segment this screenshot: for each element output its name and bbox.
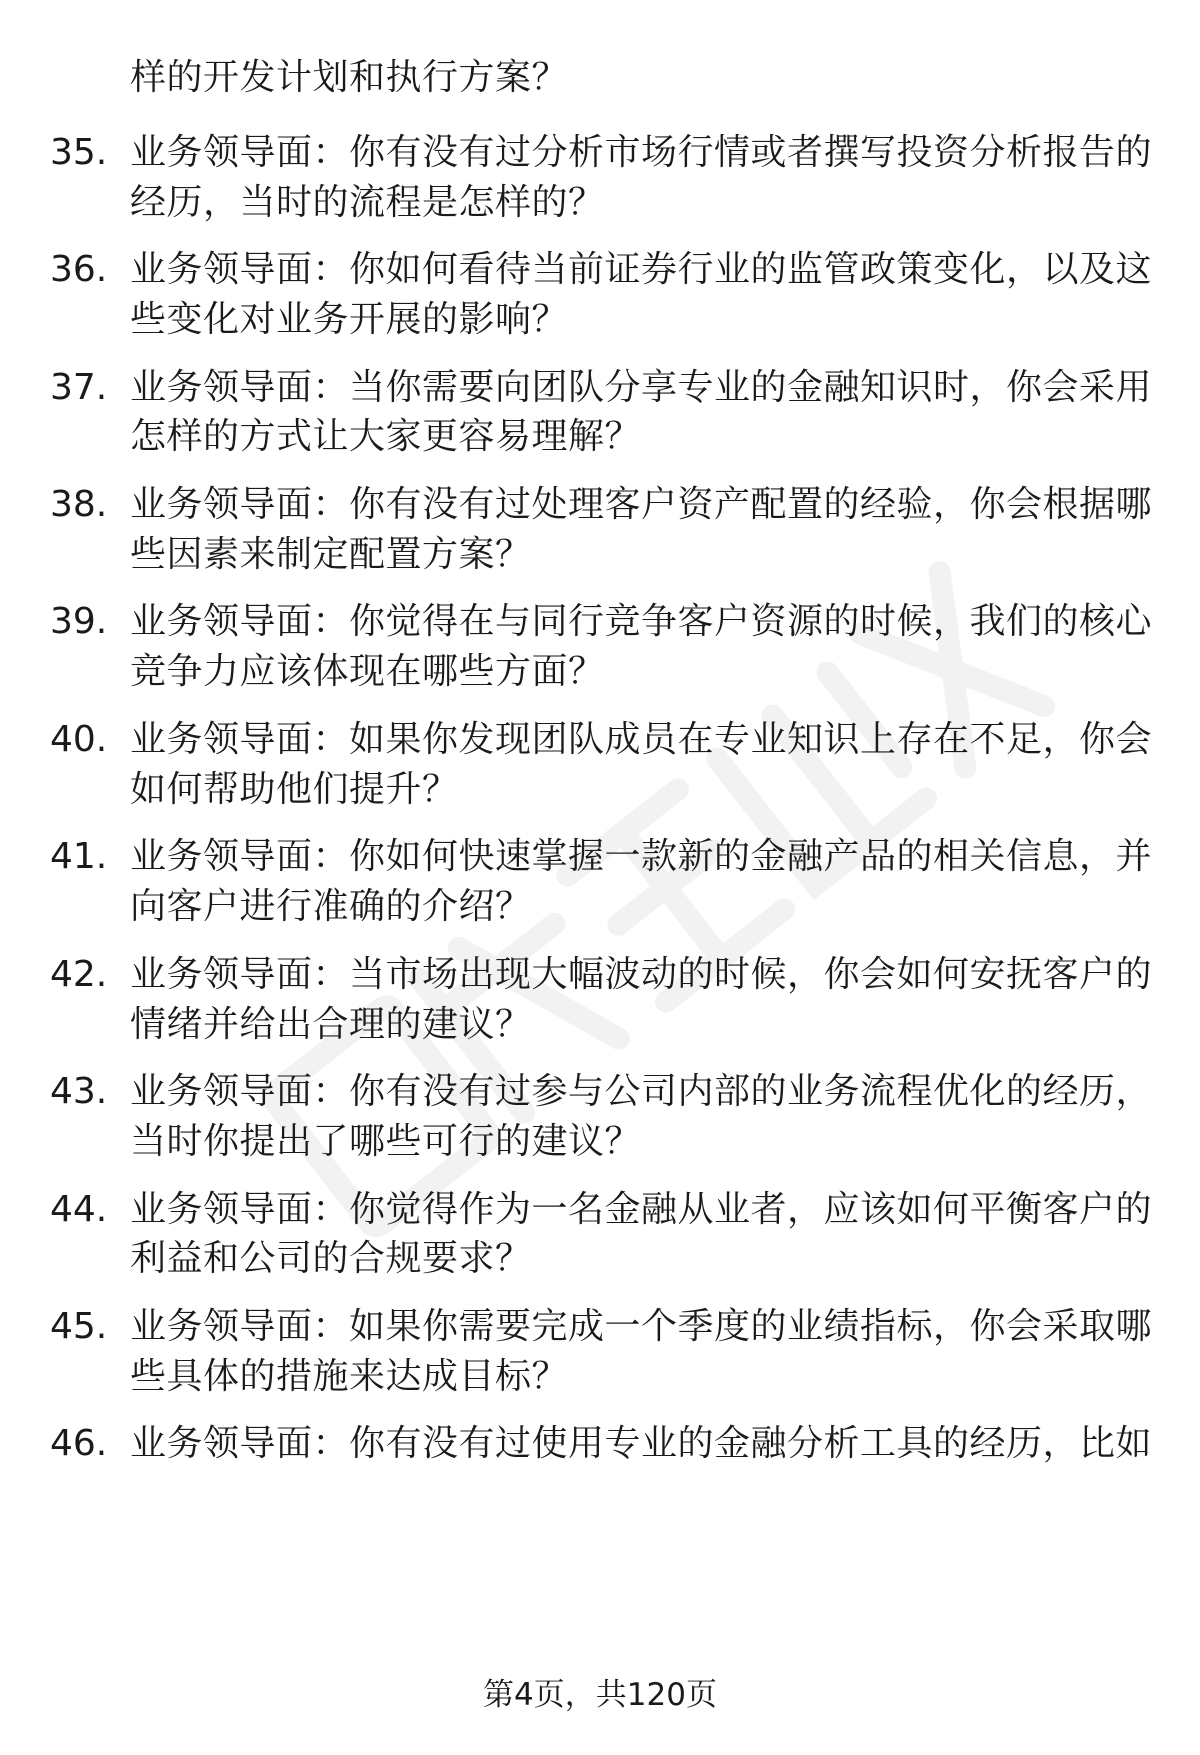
question-text-line2: 利益和公司的合规要求？	[130, 1238, 532, 1279]
question-number: 39.	[50, 601, 108, 642]
question-text-line2: 如何帮助他们提升？	[130, 769, 459, 810]
question-text-line1: 业务领导面：你觉得作为一名金融从业者，应该如何平衡客户的	[130, 1189, 1153, 1230]
question-text-line2: 经历，当时的流程是怎样的？	[130, 182, 605, 223]
question-text-line2: 当时你提出了哪些可行的建议？	[130, 1121, 642, 1162]
question-text-line1: 业务领导面：如果你需要完成一个季度的业绩指标，你会采取哪	[130, 1306, 1153, 1347]
question-text-line2: 怎样的方式让大家更容易理解？	[130, 416, 642, 457]
question-text-line1: 业务领导面：你如何看待当前证券行业的监管政策变化，以及这	[130, 249, 1153, 290]
question-text-line2: 些具体的措施来达成目标？	[130, 1356, 569, 1397]
question-number: 37.	[50, 367, 108, 408]
question-text-line1: 业务领导面：你有没有过处理客户资产配置的经验，你会根据哪	[130, 484, 1153, 525]
question-text-line1: 业务领导面：你如何快速掌握一款新的金融产品的相关信息，并	[130, 836, 1153, 877]
question-number: 35.	[50, 132, 108, 173]
question-number: 44.	[50, 1189, 108, 1230]
continuation-line: 样的开发计划和执行方案？	[130, 57, 569, 98]
question-text-line1: 业务领导面：你有没有过分析市场行情或者撰写投资分析报告的	[130, 132, 1153, 173]
question-text-line2: 向客户进行准确的介绍？	[130, 886, 532, 927]
page-footer: 第4页，共120页	[483, 1677, 717, 1713]
question-number: 41.	[50, 836, 108, 877]
question-number: 38.	[50, 484, 108, 525]
question-text-line1: 业务领导面：当市场出现大幅波动的时候，你会如何安抚客户的	[130, 954, 1153, 995]
question-number: 45.	[50, 1306, 108, 1347]
question-number: 36.	[50, 249, 108, 290]
question-text-line1: 业务领导面：你有没有过使用专业的金融分析工具的经历，比如	[130, 1423, 1153, 1464]
question-text-line2: 情绪并给出合理的建议？	[130, 1004, 532, 1045]
question-number: 42.	[50, 954, 108, 995]
question-text-line1: 业务领导面：当你需要向团队分享专业的金融知识时，你会采用	[130, 367, 1153, 408]
question-number: 43.	[50, 1071, 108, 1112]
question-number: 46.	[50, 1423, 108, 1464]
question-text-line1: 业务领导面：你有没有过参与公司内部的业务流程优化的经历，	[130, 1071, 1153, 1112]
question-text-line2: 些变化对业务开展的影响？	[130, 299, 569, 340]
question-text-line1: 业务领导面：你觉得在与同行竞争客户资源的时候，我们的核心	[130, 601, 1153, 642]
question-text-line1: 业务领导面：如果你发现团队成员在专业知识上存在不足，你会	[130, 719, 1153, 760]
question-number: 40.	[50, 719, 108, 760]
question-text-line2: 些因素来制定配置方案？	[130, 534, 532, 575]
question-text-line2: 竞争力应该体现在哪些方面？	[130, 651, 605, 692]
